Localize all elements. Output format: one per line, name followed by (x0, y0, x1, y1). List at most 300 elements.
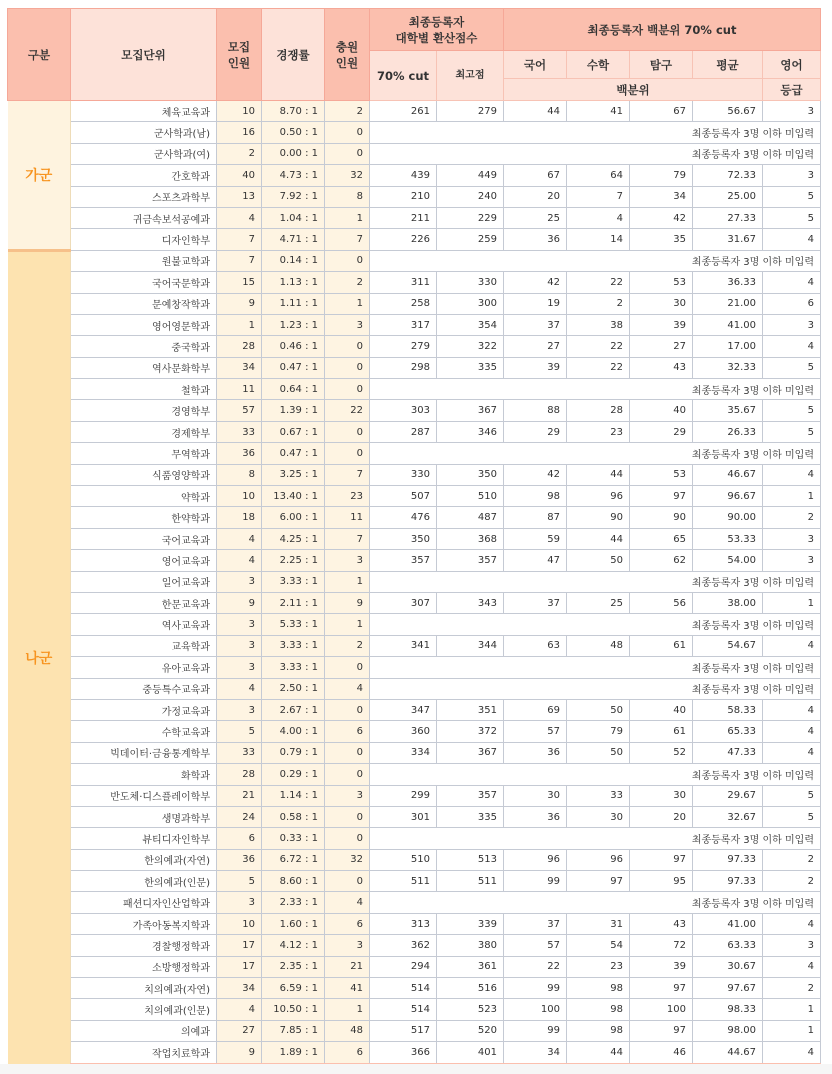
cell-cut70: 210 (370, 186, 437, 207)
header-ratio: 경쟁률 (262, 9, 325, 101)
cell-unit-name: 경찰행정학과 (71, 935, 217, 956)
cell-unit-name: 간호학과 (71, 165, 217, 186)
cell-english-grade: 4 (763, 721, 821, 742)
cell-fill: 0 (325, 828, 370, 849)
cell-quota: 4 (217, 678, 262, 699)
cell-math: 64 (567, 165, 630, 186)
cell-english-grade: 1 (763, 999, 821, 1020)
cell-unit-name: 경영학부 (71, 400, 217, 421)
cell-unit-name: 철학과 (71, 379, 217, 400)
cell-cut70: 311 (370, 272, 437, 293)
cell-fill: 3 (325, 935, 370, 956)
cell-unit-name: 중등특수교육과 (71, 678, 217, 699)
cell-cut70: 510 (370, 849, 437, 870)
cell-math: 50 (567, 699, 630, 720)
cell-unit-name: 문예창작학과 (71, 293, 217, 314)
cell-average: 72.33 (693, 165, 763, 186)
cell-fill: 11 (325, 507, 370, 528)
cell-english-grade: 4 (763, 272, 821, 293)
cell-english-grade: 5 (763, 785, 821, 806)
table-row (8, 999, 821, 1020)
cell-quota: 3 (217, 699, 262, 720)
cell-cut70: 303 (370, 400, 437, 421)
cell-fill: 21 (325, 956, 370, 977)
cell-unit-name: 한약학과 (71, 507, 217, 528)
cell-unit-name: 영어영문학과 (71, 314, 217, 335)
cell-max-score: 520 (437, 1020, 504, 1041)
cell-inquiry: 79 (630, 165, 693, 186)
cell-inquiry: 39 (630, 314, 693, 335)
cell-quota: 10 (217, 913, 262, 934)
table-row (8, 550, 821, 571)
cell-fill: 0 (325, 443, 370, 464)
cell-average: 29.67 (693, 785, 763, 806)
table-row (8, 871, 821, 892)
cell-quota: 4 (217, 528, 262, 549)
cell-max-score: 357 (437, 785, 504, 806)
cell-math: 7 (567, 186, 630, 207)
table-row (8, 913, 821, 934)
cell-unit-name: 일어교육과 (71, 571, 217, 592)
cell-inquiry: 56 (630, 592, 693, 613)
cell-math: 38 (567, 314, 630, 335)
cell-cut70: 362 (370, 935, 437, 956)
cell-inquiry: 30 (630, 293, 693, 314)
cell-unit-name: 뷰티디자인학부 (71, 828, 217, 849)
cell-quota: 11 (217, 379, 262, 400)
table-row (8, 379, 821, 400)
cell-fill: 7 (325, 229, 370, 250)
cell-average: 98.00 (693, 1020, 763, 1041)
cell-quota: 17 (217, 956, 262, 977)
cell-max-score: 259 (437, 229, 504, 250)
cell-ratio: 4.73 : 1 (262, 165, 325, 186)
cell-english-grade: 4 (763, 229, 821, 250)
cell-ratio: 0.47 : 1 (262, 357, 325, 378)
cell-quota: 10 (217, 101, 262, 122)
cell-english-grade: 6 (763, 293, 821, 314)
table-row (8, 849, 821, 870)
cell-math: 28 (567, 400, 630, 421)
cell-fill: 2 (325, 635, 370, 656)
cell-english-grade: 4 (763, 956, 821, 977)
cell-math: 25 (567, 592, 630, 613)
cell-korean: 30 (504, 785, 567, 806)
cell-korean: 36 (504, 742, 567, 763)
cell-unit-name: 체육교육과 (71, 101, 217, 122)
cell-not-entered-note: 최종등록자 3명 이하 미입력 (370, 764, 821, 785)
cell-fill: 32 (325, 849, 370, 870)
cell-korean: 34 (504, 1042, 567, 1064)
cell-average: 30.67 (693, 956, 763, 977)
cell-korean: 22 (504, 956, 567, 977)
cell-quota: 8 (217, 464, 262, 485)
cell-english-grade: 2 (763, 507, 821, 528)
cell-ratio: 2.35 : 1 (262, 956, 325, 977)
cell-fill: 41 (325, 978, 370, 999)
cell-ratio: 4.00 : 1 (262, 721, 325, 742)
cell-unit-name: 빅데이터·금융통계학부 (71, 742, 217, 763)
cell-math: 54 (567, 935, 630, 956)
cell-max-score: 487 (437, 507, 504, 528)
cell-max-score: 339 (437, 913, 504, 934)
cell-unit-name: 소방행정학과 (71, 956, 217, 977)
table-row (8, 956, 821, 977)
cell-cut70: 211 (370, 207, 437, 228)
cell-max-score: 372 (437, 721, 504, 742)
table-row (8, 143, 821, 164)
cell-math: 96 (567, 486, 630, 507)
cell-ratio: 2.33 : 1 (262, 892, 325, 913)
cell-ratio: 1.23 : 1 (262, 314, 325, 335)
cell-average: 58.33 (693, 699, 763, 720)
cell-fill: 0 (325, 122, 370, 143)
cell-cut70: 439 (370, 165, 437, 186)
cell-math: 31 (567, 913, 630, 934)
cell-average: 25.00 (693, 186, 763, 207)
cell-english-grade: 4 (763, 635, 821, 656)
cell-unit-name: 유아교육과 (71, 657, 217, 678)
cell-not-entered-note: 최종등록자 3명 이하 미입력 (370, 443, 821, 464)
cell-fill: 0 (325, 143, 370, 164)
header-max: 최고점 (437, 51, 504, 101)
header-grade: 등급 (763, 79, 821, 101)
cell-english-grade: 1 (763, 592, 821, 613)
cell-unit-name: 약학과 (71, 486, 217, 507)
cell-inquiry: 61 (630, 721, 693, 742)
cell-fill: 32 (325, 165, 370, 186)
cell-average: 97.33 (693, 849, 763, 870)
cell-max-score: 344 (437, 635, 504, 656)
table-row (8, 357, 821, 378)
cell-max-score: 322 (437, 336, 504, 357)
cell-inquiry: 95 (630, 871, 693, 892)
cell-max-score: 401 (437, 1042, 504, 1064)
cell-quota: 57 (217, 400, 262, 421)
cell-inquiry: 39 (630, 956, 693, 977)
cell-unit-name: 국어교육과 (71, 528, 217, 549)
cell-fill: 0 (325, 806, 370, 827)
cell-english-grade: 3 (763, 528, 821, 549)
table-row (8, 978, 821, 999)
table-row (8, 785, 821, 806)
table-row (8, 935, 821, 956)
table-row (8, 186, 821, 207)
table-row (8, 165, 821, 186)
cell-unit-name: 반도체·디스플레이학부 (71, 785, 217, 806)
cell-fill: 1 (325, 207, 370, 228)
cell-english-grade: 2 (763, 871, 821, 892)
cell-korean: 37 (504, 913, 567, 934)
header-math: 수학 (567, 51, 630, 79)
cell-not-entered-note: 최종등록자 3명 이하 미입력 (370, 143, 821, 164)
table-body (8, 101, 821, 1065)
cell-unit-name: 패션디자인산업학과 (71, 892, 217, 913)
cell-max-score: 335 (437, 357, 504, 378)
cell-english-grade: 2 (763, 849, 821, 870)
cell-fill: 0 (325, 421, 370, 442)
cell-korean: 36 (504, 806, 567, 827)
cell-inquiry: 29 (630, 421, 693, 442)
cell-math: 4 (567, 207, 630, 228)
cell-english-grade: 5 (763, 357, 821, 378)
cell-cut70: 307 (370, 592, 437, 613)
cell-average: 38.00 (693, 592, 763, 613)
cell-unit-name: 귀금속보석공예과 (71, 207, 217, 228)
cell-cut70: 261 (370, 101, 437, 122)
cell-ratio: 2.50 : 1 (262, 678, 325, 699)
cell-quota: 24 (217, 806, 262, 827)
table-row (8, 336, 821, 357)
cell-cut70: 299 (370, 785, 437, 806)
cell-ratio: 1.14 : 1 (262, 785, 325, 806)
cell-max-score: 346 (437, 421, 504, 442)
cell-max-score: 511 (437, 871, 504, 892)
cell-average: 96.67 (693, 486, 763, 507)
cell-ratio: 4.12 : 1 (262, 935, 325, 956)
cell-unit-name: 한문교육과 (71, 592, 217, 613)
cell-max-score: 367 (437, 400, 504, 421)
cell-quota: 7 (217, 250, 262, 271)
table-row (8, 486, 821, 507)
cell-cut70: 226 (370, 229, 437, 250)
cell-average: 31.67 (693, 229, 763, 250)
cell-unit-name: 한의예과(자연) (71, 849, 217, 870)
cell-quota: 7 (217, 229, 262, 250)
group-label: 나군 (8, 250, 71, 1064)
cell-quota: 33 (217, 742, 262, 763)
header-quota: 모집 인원 (217, 9, 262, 101)
cell-quota: 5 (217, 871, 262, 892)
cell-max-score: 335 (437, 806, 504, 827)
cell-cut70: 514 (370, 978, 437, 999)
cell-quota: 4 (217, 207, 262, 228)
cell-average: 98.33 (693, 999, 763, 1020)
cell-quota: 13 (217, 186, 262, 207)
cell-quota: 34 (217, 357, 262, 378)
cell-fill: 7 (325, 464, 370, 485)
table-row (8, 272, 821, 293)
cell-math: 22 (567, 336, 630, 357)
cell-ratio: 6.00 : 1 (262, 507, 325, 528)
cell-fill: 23 (325, 486, 370, 507)
cell-ratio: 2.67 : 1 (262, 699, 325, 720)
cell-unit-name: 원불교학과 (71, 250, 217, 271)
cell-ratio: 0.50 : 1 (262, 122, 325, 143)
cell-average: 56.67 (693, 101, 763, 122)
cell-korean: 20 (504, 186, 567, 207)
cell-cut70: 476 (370, 507, 437, 528)
cell-korean: 87 (504, 507, 567, 528)
cell-ratio: 2.11 : 1 (262, 592, 325, 613)
cell-english-grade: 5 (763, 806, 821, 827)
cell-math: 22 (567, 357, 630, 378)
cell-unit-name: 역사문화학부 (71, 357, 217, 378)
cell-max-score: 300 (437, 293, 504, 314)
header-fill: 충원 인원 (325, 9, 370, 101)
table-row (8, 207, 821, 228)
cell-quota: 36 (217, 443, 262, 464)
cell-average: 54.00 (693, 550, 763, 571)
cell-average: 65.33 (693, 721, 763, 742)
cell-average: 44.67 (693, 1042, 763, 1064)
cell-ratio: 1.04 : 1 (262, 207, 325, 228)
cell-math: 41 (567, 101, 630, 122)
table-row (8, 528, 821, 549)
cell-fill: 22 (325, 400, 370, 421)
cell-unit-name: 작업치료학과 (71, 1042, 217, 1064)
cell-ratio: 8.60 : 1 (262, 871, 325, 892)
cell-ratio: 13.40 : 1 (262, 486, 325, 507)
cell-quota: 40 (217, 165, 262, 186)
cell-max-score: 510 (437, 486, 504, 507)
cell-quota: 4 (217, 550, 262, 571)
cell-inquiry: 90 (630, 507, 693, 528)
table-row (8, 806, 821, 827)
cell-quota: 36 (217, 849, 262, 870)
cell-fill: 4 (325, 678, 370, 699)
cell-cut70: 317 (370, 314, 437, 335)
cell-cut70: 507 (370, 486, 437, 507)
cell-fill: 0 (325, 742, 370, 763)
cell-unit-name: 수학교육과 (71, 721, 217, 742)
cell-ratio: 7.92 : 1 (262, 186, 325, 207)
cell-inquiry: 20 (630, 806, 693, 827)
cell-math: 48 (567, 635, 630, 656)
cell-average: 90.00 (693, 507, 763, 528)
cell-quota: 16 (217, 122, 262, 143)
cell-korean: 27 (504, 336, 567, 357)
cell-english-grade: 4 (763, 742, 821, 763)
cell-ratio: 8.70 : 1 (262, 101, 325, 122)
cell-fill: 3 (325, 550, 370, 571)
cell-fill: 4 (325, 892, 370, 913)
header-inquiry: 탐구 (630, 51, 693, 79)
cell-unit-name: 역사교육과 (71, 614, 217, 635)
cell-fill: 9 (325, 592, 370, 613)
cell-korean: 47 (504, 550, 567, 571)
cell-cut70: 517 (370, 1020, 437, 1041)
cell-fill: 3 (325, 314, 370, 335)
cell-math: 97 (567, 871, 630, 892)
header-score-title: 최종등록자 대학별 환산점수 (370, 9, 504, 51)
cell-unit-name: 화학과 (71, 764, 217, 785)
cell-english-grade: 5 (763, 207, 821, 228)
cell-korean: 37 (504, 592, 567, 613)
cell-english-grade: 4 (763, 699, 821, 720)
header-cut70: 70% cut (370, 51, 437, 101)
header-group: 구분 (8, 9, 71, 101)
cell-fill: 0 (325, 871, 370, 892)
cell-average: 63.33 (693, 935, 763, 956)
cell-cut70: 366 (370, 1042, 437, 1064)
table-row (8, 828, 821, 849)
cell-max-score: 523 (437, 999, 504, 1020)
table-row (8, 657, 821, 678)
cell-ratio: 1.89 : 1 (262, 1042, 325, 1064)
cell-korean: 99 (504, 871, 567, 892)
cell-english-grade: 1 (763, 1020, 821, 1041)
cell-average: 26.33 (693, 421, 763, 442)
cell-korean: 42 (504, 464, 567, 485)
cell-quota: 3 (217, 614, 262, 635)
cell-fill: 0 (325, 336, 370, 357)
cell-math: 90 (567, 507, 630, 528)
cell-english-grade: 4 (763, 1042, 821, 1064)
cell-inquiry: 27 (630, 336, 693, 357)
cell-quota: 27 (217, 1020, 262, 1041)
cell-quota: 4 (217, 999, 262, 1020)
cell-fill: 48 (325, 1020, 370, 1041)
cell-cut70: 294 (370, 956, 437, 977)
cell-quota: 18 (217, 507, 262, 528)
cell-average: 97.67 (693, 978, 763, 999)
cell-english-grade: 4 (763, 336, 821, 357)
cell-cut70: 313 (370, 913, 437, 934)
cell-unit-name: 무역학과 (71, 443, 217, 464)
cell-cut70: 279 (370, 336, 437, 357)
cell-ratio: 1.13 : 1 (262, 272, 325, 293)
cell-english-grade: 3 (763, 935, 821, 956)
cell-not-entered-note: 최종등록자 3명 이하 미입력 (370, 122, 821, 143)
cell-max-score: 343 (437, 592, 504, 613)
cell-unit-name: 식품영양학과 (71, 464, 217, 485)
table-row (8, 764, 821, 785)
cell-inquiry: 46 (630, 1042, 693, 1064)
cell-unit-name: 의예과 (71, 1020, 217, 1041)
cell-fill: 6 (325, 721, 370, 742)
cell-unit-name: 가족아동복지학과 (71, 913, 217, 934)
cell-quota: 9 (217, 592, 262, 613)
cell-quota: 2 (217, 143, 262, 164)
cell-average: 41.00 (693, 913, 763, 934)
cell-quota: 3 (217, 892, 262, 913)
cell-max-score: 354 (437, 314, 504, 335)
cell-cut70: 350 (370, 528, 437, 549)
cell-not-entered-note: 최종등록자 3명 이하 미입력 (370, 892, 821, 913)
cell-inquiry: 100 (630, 999, 693, 1020)
cell-not-entered-note: 최종등록자 3명 이하 미입력 (370, 657, 821, 678)
cell-max-score: 279 (437, 101, 504, 122)
cell-ratio: 3.33 : 1 (262, 657, 325, 678)
cell-fill: 1 (325, 293, 370, 314)
cell-english-grade: 4 (763, 913, 821, 934)
header-percentile-title: 최종등록자 백분위 70% cut (504, 9, 821, 51)
cell-english-grade: 4 (763, 464, 821, 485)
cell-cut70: 258 (370, 293, 437, 314)
cell-max-score: 240 (437, 186, 504, 207)
cell-max-score: 449 (437, 165, 504, 186)
cell-cut70: 511 (370, 871, 437, 892)
table-row (8, 314, 821, 335)
cell-fill: 0 (325, 764, 370, 785)
cell-not-entered-note: 최종등록자 3명 이하 미입력 (370, 614, 821, 635)
cell-average: 46.67 (693, 464, 763, 485)
table-row (8, 678, 821, 699)
cell-inquiry: 43 (630, 913, 693, 934)
cell-ratio: 3.33 : 1 (262, 571, 325, 592)
cell-unit-name: 치의예과(자연) (71, 978, 217, 999)
table-row (8, 464, 821, 485)
table-row (8, 699, 821, 720)
header-avg: 평균 (693, 51, 763, 79)
cell-math: 44 (567, 1042, 630, 1064)
table-row (8, 1042, 821, 1064)
cell-average: 41.00 (693, 314, 763, 335)
cell-inquiry: 35 (630, 229, 693, 250)
cell-unit-name: 중국학과 (71, 336, 217, 357)
cell-unit-name: 스포츠과학부 (71, 186, 217, 207)
